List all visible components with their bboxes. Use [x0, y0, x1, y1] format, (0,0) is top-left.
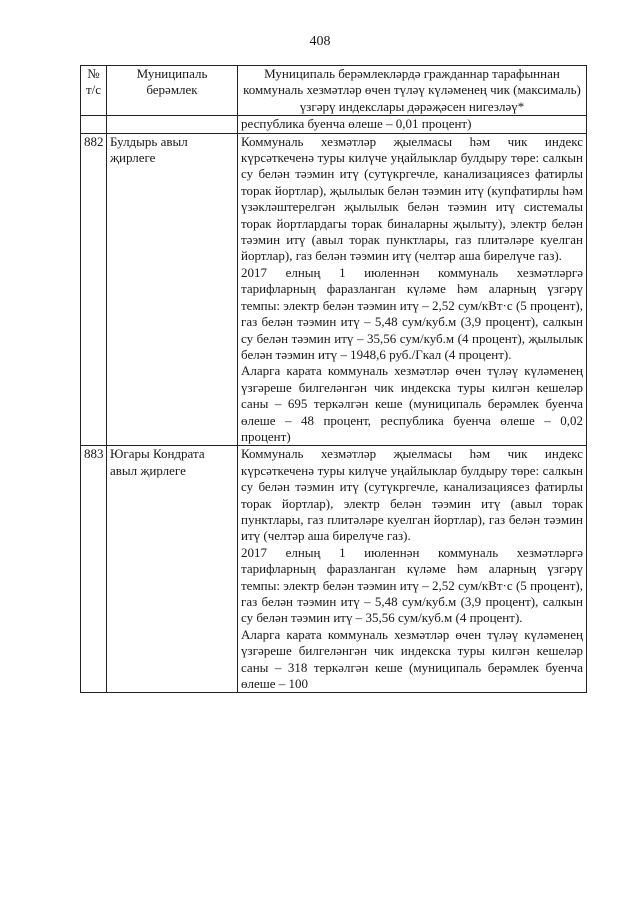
continuation-row: [81, 116, 587, 133]
description-paragraph: Аларга карата коммуналь хезмәтләр өчен түләү күләменең үзгәреше билгеләнгән чик индекска туры килгән кешеләр саны – 695 теркәлгән кеше (муниципаль берәмлек буенча өлеше – 48 процент, республика буенча өлеше – 0,02 процент): [241, 363, 583, 444]
table-row: [81, 133, 587, 446]
header-description-cell: Муниципаль берәмлекләрдә гражданнар тарафыннан коммуналь хезмәтләр өчен түләү күләменең чик (максималь) үзгәрү индекслары дәрәҗәсен нигезләү*: [238, 66, 587, 116]
description-paragraph: Коммуналь хезмәтләр җыелмасы һәм чик индекс күрсәткеченә туры килүче уңайлыклар булдыру төре: салкын су белән тәэмин итү (сутүкргечле, канализациясез фатирлы торак йортлар), җылылык белән тәэмин итү (купфатирлы һәм үзәкләштерелгән җылылык белән тәэмин итү системалы торак йортлардагы торак биналарны җылыту), электр белән тәэмин итү (авыл торак пунктлары, газ плитәләре куелган йортлар), газ белән тәэмин итү (челтәр аша бирелүче газ).: [241, 133, 583, 264]
document-table: [80, 65, 587, 693]
row-description: [238, 133, 587, 446]
continuation-text: республика буенча өлеше – 0,01 процент): [238, 116, 587, 133]
description-paragraph: 2017 елның 1 июленнән коммуналь хезмәтләргә тарифларның фаразланган күләме һәм аларның үзгәрү темпы: электр белән тәэмин итү – 2,52 сум/кВт·с (5 процент), газ белән тәэмин итү – 5,48 сум/куб.м (3,9 процент), салкын су белән тәэмин итү – 35,56 сум/куб.м (4 процент), җылылык белән тәэмин итү – 1948,6 руб./Гкал (4 процент).: [241, 264, 583, 362]
header-municipality-cell: Муниципаль берәмлек: [107, 66, 238, 116]
row-description: [238, 446, 587, 693]
table-header-row: [81, 66, 587, 116]
header-number-cell: № т/с: [81, 66, 107, 116]
row-municipality: Булдырь авыл җирлеге: [107, 133, 238, 446]
continuation-number-cell: [81, 116, 107, 133]
row-municipality: Югары Кондрата авыл җирлеге: [107, 446, 238, 693]
description-paragraph: Коммуналь хезмәтләр җыелмасы һәм чик индекс күрсәткеченә туры килүче уңайлыклар булдыру төре: салкын су белән тәэмин итү (сутүкргечле, канализациясез фатирлы торак йортлар), электр белән тәэмин итү (авыл торак пунктлары, газ плитәләре куелган йортлар), газ белән тәэмин итү (челтәр аша бирелүче газ).: [241, 446, 583, 544]
continuation-municipality-cell: [107, 116, 238, 133]
row-number: 882: [81, 133, 107, 446]
description-paragraph: 2017 елның 1 июленнән коммуналь хезмәтләргә тарифларның фаразланган күләме һәм аларның үзгәрү темпы: электр белән тәэмин итү – 2,52 сум/кВт·с (5 процент), газ белән тәэмин итү – 5,48 сум/куб.м (3,9 процент), салкын су белән тәэмин итү – 35,56 сум/куб.м (4 процент).: [241, 544, 583, 626]
table-row: [81, 446, 587, 693]
description-paragraph: Аларга карата коммуналь хезмәтләр өчен түләү күләменең үзгәреше билгеләнгән чик индекска туры килгән кешеләр саны – 318 теркәлгән кеше (муниципаль берәмлек буенча өлеше – 100: [241, 626, 583, 692]
page-number: 408: [309, 34, 331, 49]
row-number: 883: [81, 446, 107, 693]
